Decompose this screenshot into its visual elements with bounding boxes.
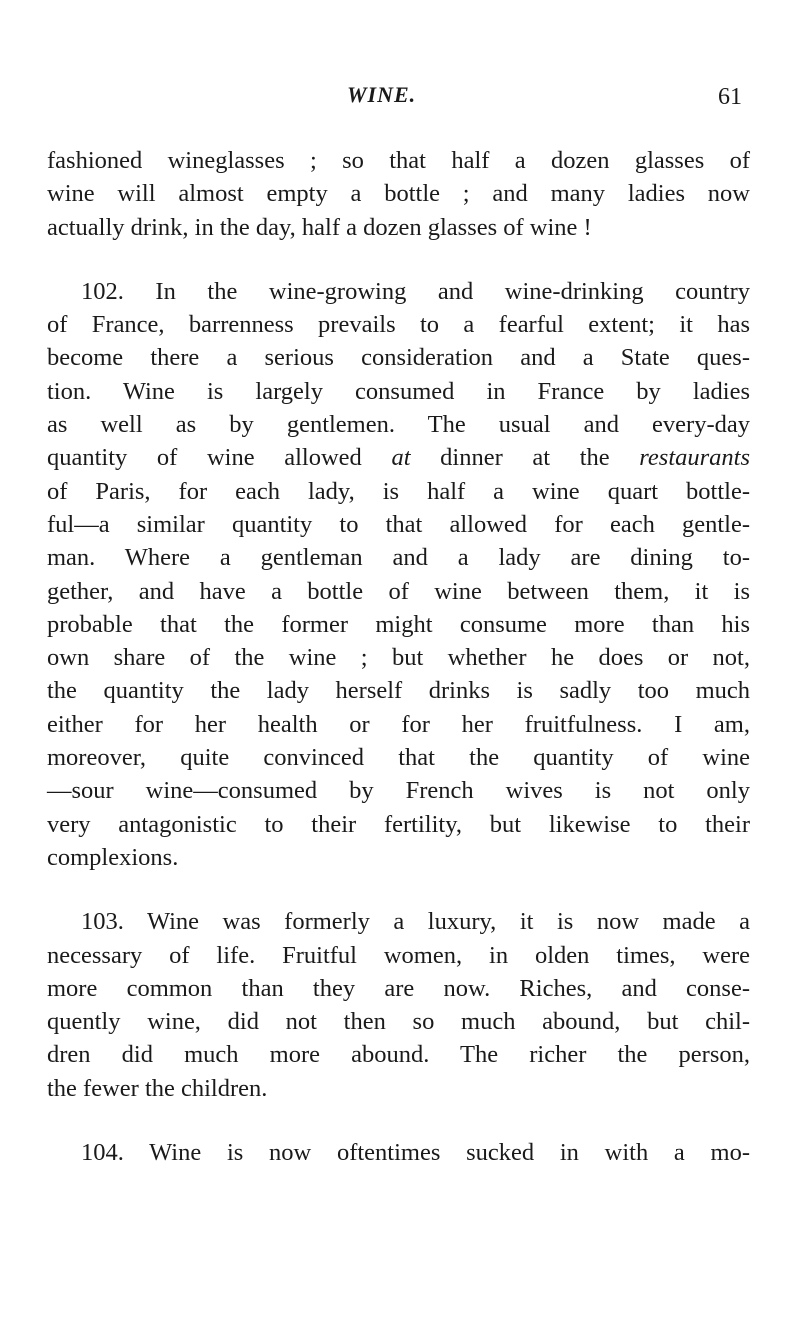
text-line: 103. Wine was formerly a luxury, it is now made a (81, 908, 750, 936)
text-line: of France, barrenness prevails to a fearful extent; it has (47, 311, 750, 339)
text-line: own share of the wine ; but whether he does or not, (47, 644, 750, 672)
text-line: quently wine, did not then so much abound, but chil- (47, 1008, 750, 1036)
text-line: the fewer the children. (47, 1074, 268, 1102)
text-line: probable that the former might consume more than his (47, 610, 750, 638)
page-number: 61 (718, 84, 742, 110)
paragraph-103 (47, 905, 750, 1105)
italic-word-restaurants: restaurants (639, 444, 750, 472)
text-line: wine will almost empty a bottle ; and many ladies now (47, 180, 750, 208)
text-line: necessary of life. Fruitful women, in olden times, were (47, 941, 750, 969)
text-line: the quantity the lady herself drinks is sadly too much (47, 677, 750, 705)
text-line: either for her health or for her fruitfulness. I am, (47, 710, 750, 738)
text-line: of Paris, for each lady, is half a wine quart bottle- (47, 477, 750, 505)
text-line: 102. In the wine-growing and wine-drinking country (81, 277, 750, 305)
text-line: complexions. (47, 843, 179, 871)
text-line: actually drink, in the day, half a dozen glasses of wine ! (47, 213, 592, 241)
text-line: more common than they are now. Riches, and conse- (47, 974, 750, 1002)
text-line: gether, and have a bottle of wine between them, it is (47, 577, 750, 605)
text-line: man. Where a gentleman and a lady are dining to- (47, 544, 750, 572)
text-line: dren did much more abound. The richer the person, (47, 1041, 750, 1069)
text-run: quantity of wine allowed (47, 444, 392, 472)
running-title: WINE. (347, 82, 417, 107)
text-line: 104. Wine is now oftentimes sucked in with a mo- (81, 1139, 750, 1167)
text-line: tion. Wine is largely consumed in France by ladies (47, 377, 750, 405)
italic-word-at: at (391, 444, 411, 472)
text-line: ful—a similar quantity to that allowed for each gentle- (47, 510, 750, 538)
paragraph (47, 144, 750, 244)
text-line: very antagonistic to their fertility, but likewise to their (47, 810, 750, 838)
text-line: moreover, quite convinced that the quantity of wine (47, 744, 750, 772)
text-run: dinner at the (410, 444, 640, 472)
paragraph-102 (47, 275, 750, 874)
text-line: fashioned wineglasses ; so that half a dozen glasses of (47, 147, 750, 174)
text-line: —sour wine—consumed by French wives is not only (47, 777, 750, 805)
text-line: as well as by gentlemen. The usual and every-day (47, 411, 750, 439)
text-line (47, 441, 750, 474)
body-text (47, 144, 750, 1169)
paragraph-104 (47, 1136, 750, 1169)
text-line: become there a serious consideration and a State ques- (47, 344, 750, 372)
